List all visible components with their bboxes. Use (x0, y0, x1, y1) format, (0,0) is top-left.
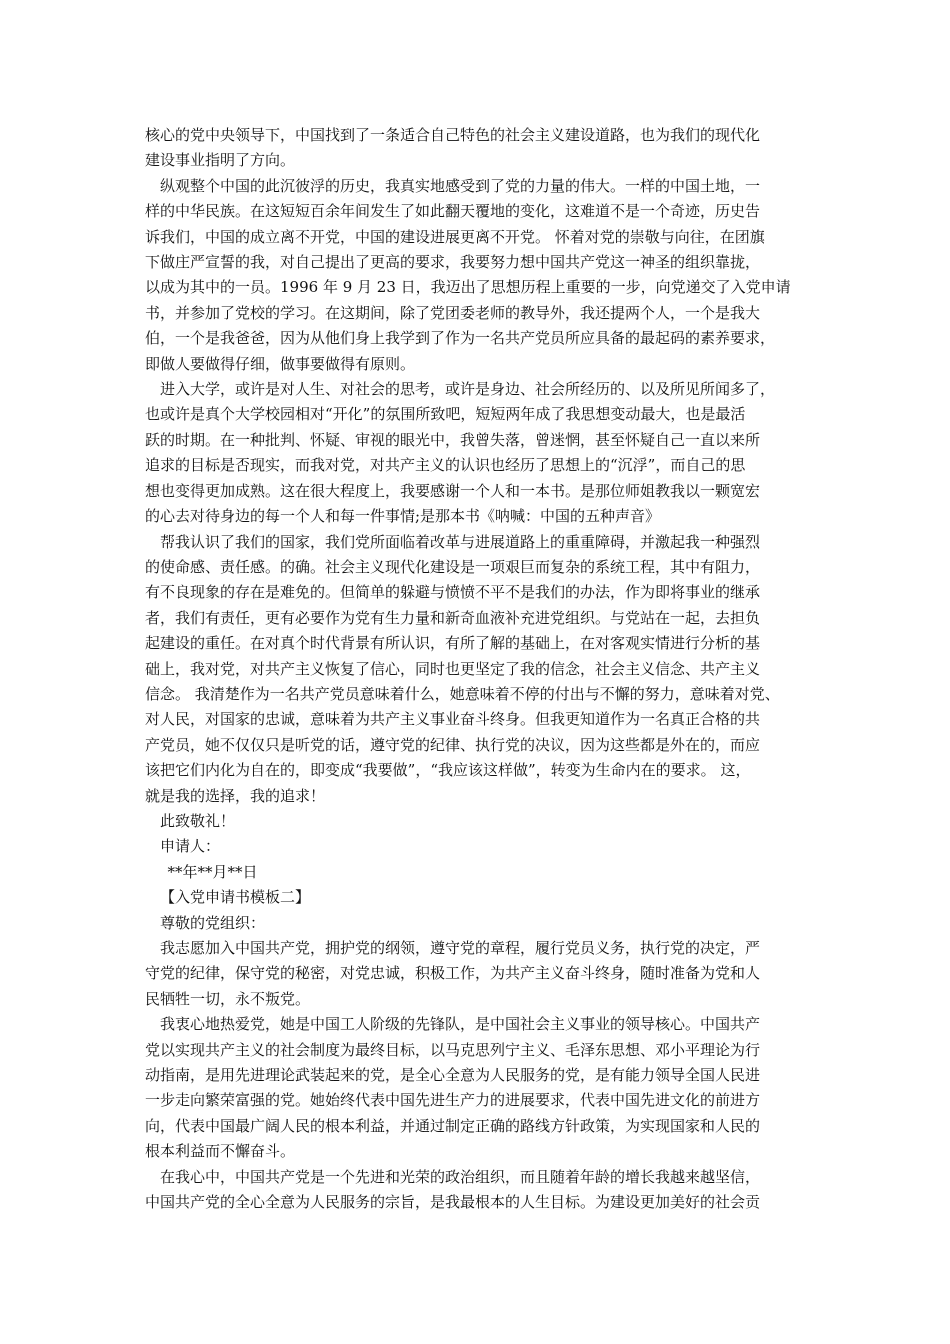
paragraph-line: 帮我认识了我们的国家，我们党所面临着改革与进展道路上的重重障碍，并激起我一种强烈 (160, 532, 761, 551)
paragraph-line: 建设事业指明了方向。 (145, 151, 296, 170)
paragraph (145, 1165, 825, 1216)
paragraph-line: 一步走向繁荣富强的党。她始终代表中国先进生产力的进展要求，代表中国先进文化的前进方 (145, 1091, 761, 1110)
paragraph-line: 以成为其中的一员。1996 年 9 月 23 日，我迈出了思想历程上重要的一步，向党递交了入党申请 (145, 278, 791, 297)
paragraph-line: 动指南，是用先进理论武装起来的党，是全心全意为人民服务的党，是有能力领导全国人民进 (145, 1066, 761, 1085)
paragraph-line: 诉我们，中国的成立离不开党，中国的建设进展更离不开党。 怀着对党的崇敬与向往，在团旗 (145, 227, 765, 246)
paragraph-line: 样的中华民族。在这短短百余年间发生了如此翻天覆地的变化，这难道不是一个奇迹，历史告 (145, 202, 761, 221)
paragraph-line: 也或许是真个大学校园相对“开化”的氛围所致吧，短短两年成了我思想变动最大，也是最活 (145, 405, 746, 424)
paragraph-line: 守党的纪律，保守党的秘密，对党忠诚，积极工作，为共产主义奋斗终身，随时准备为党和人 (145, 964, 761, 983)
paragraph-line: 书，并参加了党校的学习。在这期间，除了党团委老师的教导外，我还提两个人，一个是我大 (145, 303, 761, 322)
paragraph-line: 在我心中，中国共产党是一个先进和光荣的政治组织，而且随着年龄的增长我越来越坚信， (160, 1167, 761, 1186)
paragraph-line: 中国共产党的全心全意为人民服务的宗旨，是我最根本的人生目标。为建设更加美好的社会贡 (145, 1193, 761, 1212)
document-body (145, 123, 825, 1215)
paragraph-line: 的心去对待身边的每一个人和每一件事情;是那本书《呐喊：中国的五种声音》 (145, 507, 661, 526)
paragraph-line: 该把它们内化为自在的，即变成“我要做”，“我应该这样做”，转变为生命内在的要求。 这， (145, 761, 751, 780)
paragraph-line: 纵观整个中国的此沉彼浮的历史，我真实地感受到了党的力量的伟大。一样的中国土地，一 (160, 176, 761, 195)
paragraph-line: 就是我的选择，我的追求！ (145, 786, 326, 805)
paragraph-line: 我衷心地热爱党，她是中国工人阶级的先锋队，是中国社会主义事业的领导核心。中国共产 (160, 1015, 761, 1034)
paragraph-line: 想也变得更加成熟。这在很大程度上，我要感谢一个人和一本书。是那位师姐教我以一颗宽宏 (145, 481, 761, 500)
paragraph (145, 174, 825, 377)
paragraph (145, 860, 825, 885)
paragraph-line: 有不良现象的存在是难免的。但简单的躲避与愤愤不平不是我们的办法，作为即将事业的继承 (145, 583, 761, 602)
paragraph-line: 即做人要做得仔细，做事要做得有原则。 (145, 354, 416, 373)
paragraph (145, 885, 825, 910)
paragraph-line: 尊敬的党组织： (160, 913, 266, 932)
paragraph-line: 的使命感、责任感。的确。社会主义现代化建设是一项艰巨而复杂的系统工程，其中有阻力， (145, 557, 761, 576)
paragraph-line: 核心的党中央领导下，中国找到了一条适合自己特色的社会主义建设道路，也为我们的现代化 (145, 126, 761, 144)
paragraph-line: 追求的目标是否现实，而我对党，对共产主义的认识也经历了思想上的“沉浮”，而自己的思 (145, 456, 746, 475)
paragraph-line: 党以实现共产主义的社会制度为最终目标，以马克思列宁主义、毛泽东思想、邓小平理论为行 (145, 1040, 761, 1059)
paragraph-line: 起建设的重任。在对真个时代背景有所认识，有所了解的基础上，在对客观实情进行分析的基 (145, 634, 761, 653)
paragraph (145, 377, 825, 529)
paragraph-line: **年**月**日 (167, 862, 258, 881)
paragraph-line: 此致敬礼！ (160, 811, 236, 830)
paragraph-line: 民牺牲一切，永不叛党。 (145, 989, 311, 1008)
paragraph-line: 进入大学，或许是对人生、对社会的思考，或许是身边、社会所经历的、以及所见所闻多了， (160, 380, 776, 399)
paragraph-line: 信念。 我清楚作为一名共产党员意味着什么，她意味着不停的付出与不懈的努力，意味着对党、 (145, 684, 780, 703)
paragraph (145, 1012, 825, 1164)
paragraph-line: 础上，我对党，对共产主义恢复了信心，同时也更坚定了我的信念，社会主义信念、共产主义 (145, 659, 761, 678)
paragraph (145, 936, 825, 1012)
paragraph (145, 834, 825, 859)
paragraph-line: 产党员，她不仅仅只是听党的话，遵守党的纪律、执行党的决议，因为这些都是外在的，而应 (145, 735, 761, 754)
paragraph-line: 申请人： (160, 837, 221, 856)
paragraph-line: 跃的时期。在一种批判、怀疑、审视的眼光中，我曾失落，曾迷惘，甚至怀疑自己一直以来所 (145, 430, 761, 449)
paragraph (145, 911, 825, 936)
paragraph-line: 【入党申请书模板二】 (160, 888, 311, 907)
paragraph-line: 对人民，对国家的忠诚，意味着为共产主义事业奋斗终身。但我更知道作为一名真正合格的共 (145, 710, 761, 729)
paragraph (145, 123, 825, 174)
paragraph-line: 根本利益而不懈奋斗。 (145, 1142, 296, 1161)
paragraph-line: 者，我们有责任，更有必要作为党有生力量和新奇血液补充进党组织。与党站在一起，去担负 (145, 608, 761, 627)
paragraph (145, 809, 825, 834)
paragraph-line: 下做庄严宣誓的我，对自己提出了更高的要求，我要努力想中国共产党这一神圣的组织靠拢， (145, 253, 761, 272)
paragraph-line: 伯，一个是我爸爸，因为从他们身上我学到了作为一名共产党员所应具备的最起码的素养要求， (145, 329, 776, 348)
paragraph (145, 530, 825, 809)
paragraph-line: 我志愿加入中国共产党，拥护党的纲领，遵守党的章程，履行党员义务，执行党的决定，严 (160, 939, 761, 957)
paragraph-line: 向，代表中国最广阔人民的根本利益，并通过制定正确的路线方针政策，为实现国家和人民的 (145, 1116, 761, 1135)
